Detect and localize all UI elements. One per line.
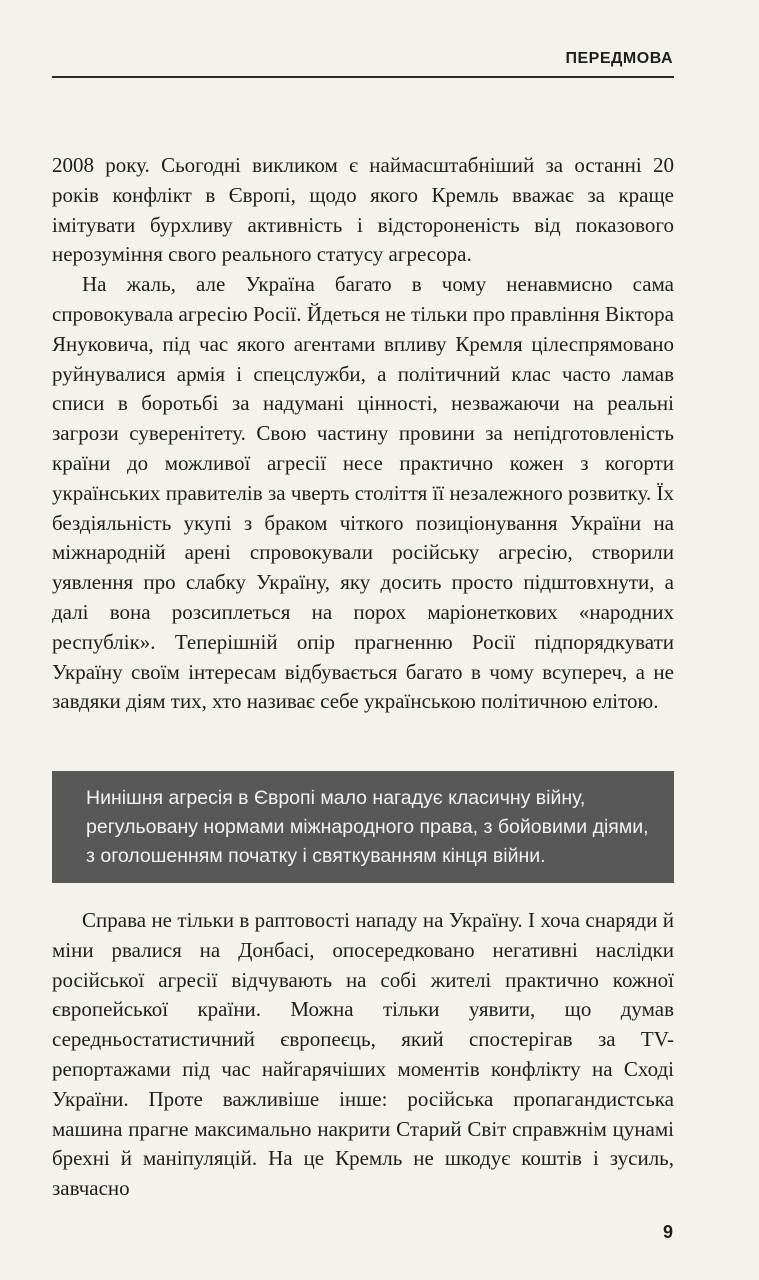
pull-quote [52, 771, 674, 883]
page-number: 9 [662, 1222, 673, 1242]
paragraph: На жаль, але Україна багато в чому ненавмисно сама спровокувала агресію Росії. Йдеться не тільки про правління Віктора Януковича, під час якого агентами впливу Кремля цілеспрямовано руйнувалися армія і спецслужби, а політичний клас часто ламав списи в боротьбі за надумані цінності, незважаючи на реальні загрози суверенітету. Свою частину провини за непідготовленість країни до можливої агресії несе практично кожен з когорти українських правителів за чверть століття її незалежного розвитку. Їх бездіяльність укупі з браком чіткого позиціонування України на міжнародній арені спровокували російську агресію, створили уявлення про слабку Україну, яку досить просто підштовхнути, а далі вона розсиплеться на порох маріонеткових «народних республік». Теперішній опір прагненню Росії підпорядкувати Україну своїм інтересам відбувається багато в чому всупереч, а не завдяки діям тих, хто називає себе українською політичною елітою. [52, 272, 674, 714]
paragraph-continued: 2008 року. Сьогодні викликом є наймасштабніший за останні 20 років конфлікт в Європі, щодо якого Кремль вважає за краще імітувати бурхливу активність і відстороненість від показового нерозуміння свого реального статусу агресора. [52, 153, 674, 267]
paragraph: Справа не тільки в раптовості нападу на Україну. І хоча снаряди й міни рвалися на Донбасі, опосередковано негативні наслідки російської агресії відчувають на собі жителі практично кожної європейської країни. Можна тільки уявити, що думав середньостатистичний європеєць, який спостерігав за TV-репортажами під час найгарячіших моментів конфлікту на Сході України. Проте важливіше інше: російська пропагандистська машина прагне максимально накрити Старий Світ справжнім цунамі брехні й маніпуляцій. На це Кремль не шкодує коштів і зусиль, завчасно [52, 908, 674, 1201]
running-title: ПЕРЕДМОВА [565, 50, 673, 67]
pull-quote-text: Нинішня агресія в Європі мало нагадує класичну війну, регульовану нормами міжнародного права, з бойовими діями, з оголошенням початку і святкуванням кінця війни. [86, 787, 649, 867]
body-text-bottom [52, 906, 674, 1204]
body-text-top [52, 151, 674, 717]
header-rule [52, 76, 674, 78]
